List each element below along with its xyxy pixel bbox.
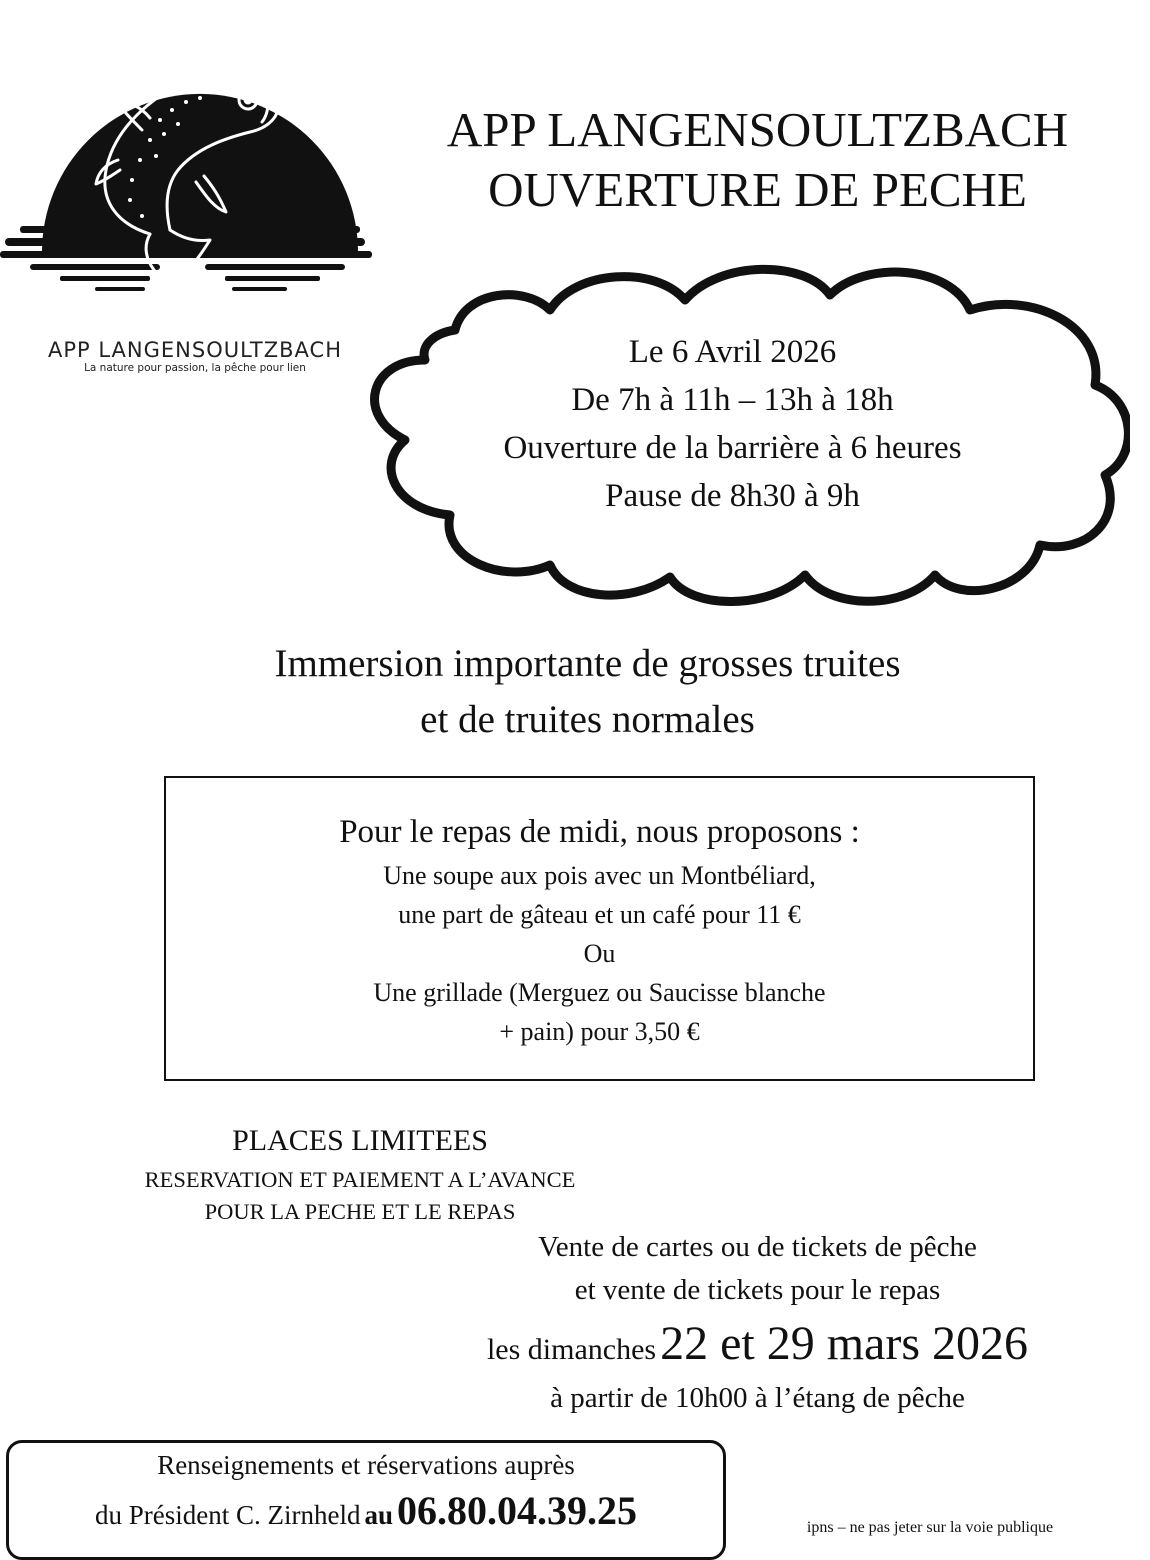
schedule-barrier: Ouverture de la barrière à 6 heures xyxy=(503,430,962,466)
menu-line: + pain) pour 3,50 € xyxy=(499,1017,700,1046)
jumping-trout-icon xyxy=(0,20,380,380)
contact-line-1: Renseignements et réservations auprès xyxy=(157,1450,575,1480)
menu-line: Une soupe aux pois avec un Montbéliard, xyxy=(383,861,816,890)
sales-dates-main: 22 et 29 mars 2026 xyxy=(660,1317,1029,1370)
schedule-pause: Pause de 8h30 à 9h xyxy=(605,478,860,514)
title-line-2: OUVERTURE DE PECHE xyxy=(488,162,1027,217)
menu-line: une part de gâteau et un café pour 11 € xyxy=(398,900,801,929)
page-title xyxy=(385,100,1130,220)
menu-line: Ou xyxy=(583,939,616,968)
menu-heading: Pour le repas de midi, nous proposons : xyxy=(339,814,860,850)
sales-dates-prefix: les dimanches xyxy=(486,1333,657,1366)
places-lines xyxy=(100,1164,620,1228)
sales-from: à partir de 10h00 à l’étang de pêche xyxy=(550,1382,965,1414)
immersion-text xyxy=(150,636,1025,748)
ipns-notice: ipns – ne pas jeter sur la voie publique xyxy=(806,1519,1054,1536)
schedule-date: Le 6 Avril 2026 xyxy=(628,334,837,370)
immersion-line-1: Immersion importante de grosses truites xyxy=(274,642,901,685)
contact-line-2 xyxy=(6,1486,726,1545)
sales-line-2: et vente de tickets pour le repas xyxy=(574,1274,941,1306)
contact-president: du Président C. Zirnheld xyxy=(95,1500,361,1530)
menu-line: Une grillade (Merguez ou Saucisse blanche xyxy=(373,978,826,1007)
schedule-block xyxy=(400,328,1065,520)
schedule-hours: De 7h à 11h – 13h à 18h xyxy=(571,382,894,418)
contact-au: au xyxy=(364,1500,393,1530)
logo-name: APP LANGENSOULTZBACH xyxy=(48,338,342,362)
places-line-1: RESERVATION ET PAIEMENT A L’AVANCE xyxy=(144,1167,576,1192)
contact-phone[interactable]: 06.80.04.39.25 xyxy=(397,1488,637,1533)
places-title: PLACES LIMITEES xyxy=(232,1124,488,1157)
places-line-2: POUR LA PECHE ET LE REPAS xyxy=(204,1199,516,1224)
immersion-line-2: et de truites normales xyxy=(420,698,755,741)
title-line-1: APP LANGENSOULTZBACH xyxy=(446,102,1069,157)
menu-lines xyxy=(164,856,1035,1051)
logo-tagline: La nature pour passion, la pêche pour lien xyxy=(84,362,306,374)
sales-line-1: Vente de cartes ou de tickets de pêche xyxy=(538,1231,977,1263)
sales-text xyxy=(460,1226,1055,1312)
